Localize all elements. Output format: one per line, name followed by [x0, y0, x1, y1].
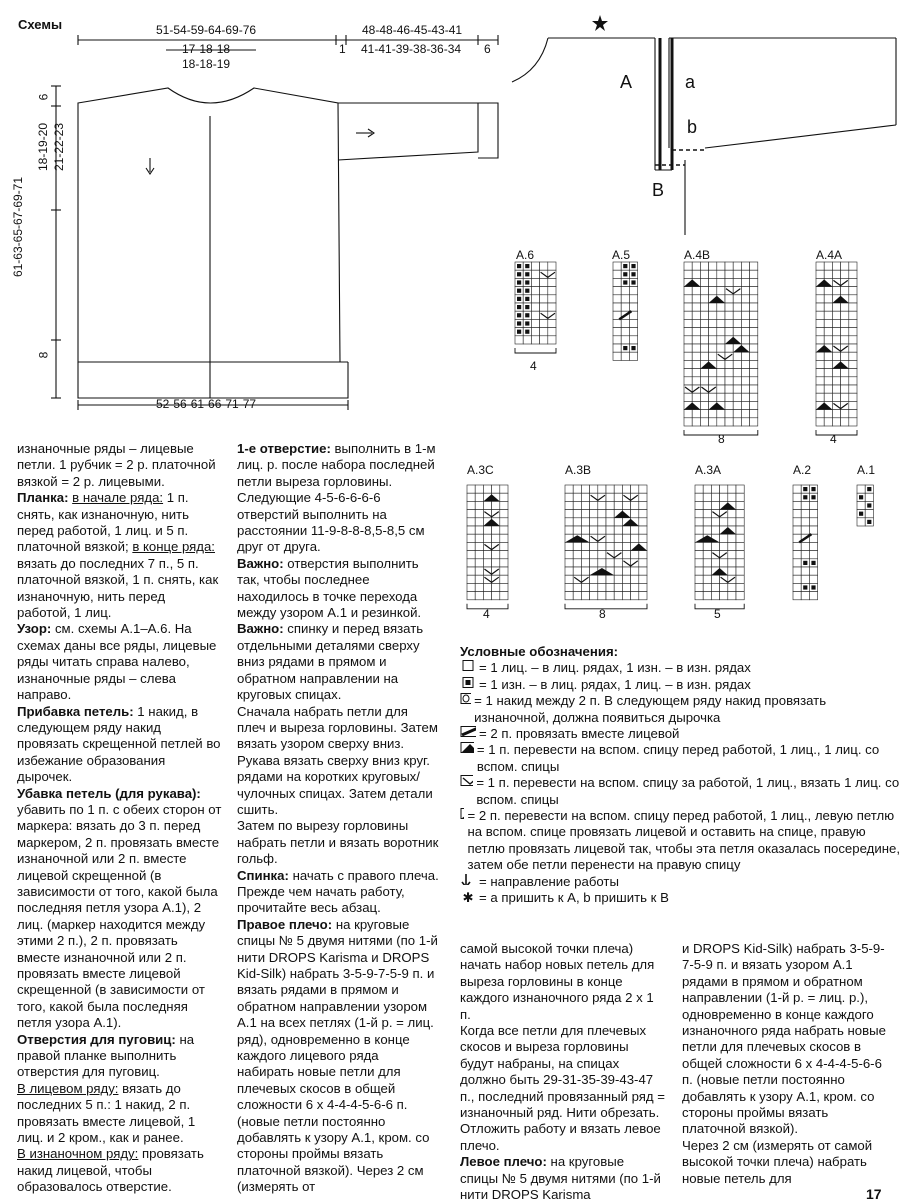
sleeve-end: 6 [484, 42, 491, 56]
chart-a4a [816, 262, 857, 435]
neck-width-1: 17-18-18 [182, 42, 231, 56]
chart-a4a-width: 4 [830, 432, 837, 446]
legend [460, 644, 900, 907]
chart-a3b [565, 485, 647, 609]
width-top-right: 48-48-46-45-43-41 [362, 23, 463, 37]
cable-front-symbol-icon [460, 742, 474, 753]
chart-a6 [515, 262, 556, 353]
legend-item: = 1 изн. – в лиц. рядах, 1 лиц. – в изн. рядах [460, 677, 900, 693]
sleeve-small: 1 [339, 42, 346, 56]
chart-a6-width: 4 [530, 359, 537, 373]
text-column-3: самой высокой точки плеча) начать набор новых петель для выреза горловины в конце каждого изнаночного ряда 2 х 1 п. Когда все петли для плечевых скосов и выреза горловины будут набраны, на спицах должно быть 29-31-35-39-43-47 п., последний провязанный ряд = изнаночный ряд. Нити обрезать. Отложить работу и вязать левое плечо. Левое плечо: на круговые спицы № 5 двумя нитями (по 1-й нити DROPS Karisma [460, 941, 665, 1203]
text-column-1: изнаночные ряды – лицевые петли. 1 рубчик = 2 р. платочной вязкой = 2 р. лицевыми. Планка: в начале ряда: 1 п. снять, как изнаночную, нить перед работой, 1 лиц. и 5 п. платочной вязкой; в конце ряда: вязать до последних 7 п., 5 п. платочной вязкой, 1 п. снять, как изнаночную, нить перед работой, 1 лиц. Узор: см. схемы А.1–А.6. На схемах даны все ряды, лицевые ряды читать справа налево, изнаночные ряды – слева направо. Прибавка петель: 1 накид, в следующем ряду накид провязать скрещенной петлей во избежание образования дырочек. Убавка петель (для рукава): убавить по 1 п. с обеих сторон от маркера: вязать до 3 п. перед маркером, 2 п. провязать вместе изнаночной или 2 п. вместе лицевой скрещенной (в зависимости от того, какой была последняя петля узора А.1), 2 лиц. (маркер находится между этими 2 п.), 2 п. провязать вместе изнаночной или 2 п. провязать вместе лицевой скрещенной (в зависимости от того, какой была последняя петля узора А.1). Отверстия для пуговиц: на правой планке выполнить отверстия для пуговиц. В лицевом ряду: вязать до последних 5 п.: 1 накид, 2 п. провязать вместе лицевой, 1 лиц. и 2 кром., как и ранее. В изнаночном ряду: провязать накид лицевой, чтобы образовалось отверстие. [17, 441, 222, 1195]
text-column-4: и DROPS Kid-Silk) набрать 3-5-9-7-5-9 п. и вязать узором А.1 рядами в прямом и обратном направлении (1-й р. = лиц. р.), одновременно в конце каждого изнаночного ряда набрать новые петли для плечевых скосов в общей сложности 6 х 4-4-4-5-6-6 п. (новые петли постоянно добавлять к узору А.1, кром. со стороны проймы вязать платочной вязкой). Через 2 см (измерять от самой высокой точки плеча) набрать новые петель для [682, 941, 886, 1186]
legend-item: = 1 накид между 2 п. В следующем ряду накид провязать изнаночной, должна появиться дырочка [460, 693, 900, 726]
chart-a3c-width: 4 [483, 607, 490, 621]
yarn-over-symbol-icon [460, 693, 471, 704]
armhole-1: 18-19-20 [36, 122, 51, 172]
chart-a3b-width: 8 [599, 607, 606, 621]
double-cable-symbol-icon [460, 808, 464, 819]
legend-item: ✱ = а пришить к А, b пришить к В [460, 890, 900, 906]
chart-a4a-label: A.4A [816, 248, 843, 262]
label-A: A [620, 72, 633, 92]
bottom-width: 52-56-61-66-71-77 [156, 397, 257, 411]
legend-item: = 2 п. перевести на вспом. спицу перед работой, 1 лиц., левую петлю на вспом. спице провязать лицевой и оставить на спице, правую петлю провязать лицевой так, чтобы эта петля оказалась посередине, затем обе петли перенести на правую спицу [460, 808, 900, 874]
chart-a3a [695, 485, 744, 609]
chart-a3a-label: A.3A [695, 463, 722, 477]
text-column-2: 1-е отверстие: выполнить в 1-м лиц. р. после набора последней петли выреза горловины. Следующие 4-5-6-6-6-6 отверстий выполнить на расстоянии 11-9-8-8-8,5-8,5 см друг от друга. Важно: отверстия выполнить так, чтобы последнее находилось в точке перехода между узором А.1 и резинкой. Важно: спинку и перед вязать отдельными деталями сверху вниз рядами в прямом и обратном направлении на круговых спицах. Сначала набрать петли для плеч и выреза горловины. Затем вязать узором сверху вниз. Рукава вязать сверху вниз круг. рядами на коротких круговых/чулочных спицах. Затем детали сшить. Затем по вырезу горловины набрать петли и вязать воротник гольф. Спинка: начать с правого плеча. Прежде чем начать работу, прочитайте весь абзац. Правое плечо: на круговые спицы № 5 двумя нитями (по 1-й нити DROPS Karisma и DROPS Kid-Silk) набрать 3-5-9-7-5-9 п. и вязать рядами в прямом и обратном направлении узором А.1 на всех петлях (1-й р. = лиц. ряд), одновременно в конце каждого лицевого ряда набирать новые петли для плечевых скосов в общей сложности 6 х 4-4-4-5-6-6 п. (новые петли постоянно добавлять к узору А.1, кром. со стороны проймы вязать платочной вязкой). Через 2 см (измерять от [237, 441, 439, 1195]
chart-a1 [857, 485, 873, 526]
chart-a4b [684, 262, 758, 435]
chart-a6-label: A.6 [516, 248, 535, 262]
label-a: a [685, 72, 696, 92]
work-direction-arrow-icon [460, 874, 476, 885]
chart-a3c-label: A.3C [467, 463, 494, 477]
chart-a5 [613, 262, 638, 360]
page-number: 17 [866, 1186, 882, 1202]
chart-a3c [467, 485, 508, 609]
chart-a2 [793, 485, 818, 600]
legend-item: = 1 лиц. – в лиц. рядах, 1 изн. – в изн. рядах [460, 660, 900, 676]
yoke-height: 6 [36, 93, 51, 101]
legend-title: Условные обозначения: [460, 644, 619, 659]
chart-a2-label: A.2 [793, 463, 812, 477]
page-title: Схемы [18, 17, 63, 32]
cable-back-symbol-icon [460, 775, 473, 786]
label-B: B [652, 180, 665, 200]
asterisk-icon: ✱ [462, 890, 474, 906]
chart-a3a-width: 5 [714, 607, 721, 621]
knit-symbol-icon [460, 660, 476, 671]
legend-item: = направление работы [460, 874, 900, 890]
sleeve-width: 41-41-39-38-36-34 [361, 42, 462, 56]
chart-a3b-label: A.3B [565, 463, 592, 477]
armhole-2: 21-22-23 [52, 122, 67, 172]
chart-a4b-label: A.4B [684, 248, 711, 262]
k2tog-symbol-icon [460, 726, 476, 737]
legend-item: = 1 п. перевести на вспом. спицу перед работой, 1 лиц., 1 лиц. со вспом. спицы [460, 742, 900, 775]
purl-symbol-icon [460, 677, 476, 688]
body-length: 61-63-65-67-69-71 [11, 176, 26, 278]
neck-width-2: 18-18-19 [182, 57, 231, 71]
legend-item: = 2 п. провязать вместе лицевой [460, 726, 900, 742]
chart-a4b-width: 8 [718, 432, 725, 446]
width-top-left: 51-54-59-64-69-76 [156, 23, 257, 37]
label-b: b [687, 117, 698, 137]
chart-a1-label: A.1 [857, 463, 876, 477]
legend-item: = 1 п. перевести на вспом. спицу за работой, 1 лиц., вязать 1 лиц. со вспом. спицы [460, 775, 900, 808]
rib-height: 8 [36, 351, 51, 359]
chart-a5-label: A.5 [612, 248, 631, 262]
